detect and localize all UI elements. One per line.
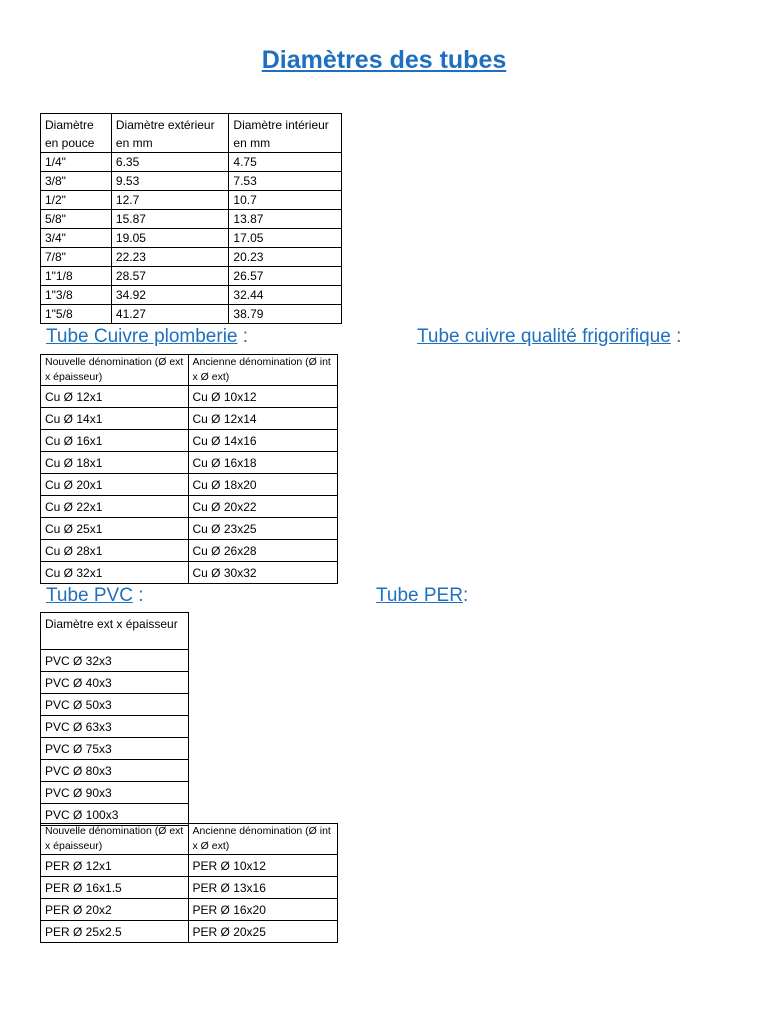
table-cell: 3/8"	[41, 172, 112, 191]
table-row	[41, 267, 342, 286]
table-cell: 6.35	[111, 153, 229, 172]
table-cell: Cu Ø 12x1	[41, 386, 189, 408]
pvc-table	[40, 612, 189, 826]
table-cell: Cu Ø 25x1	[41, 518, 189, 540]
table-row	[41, 716, 189, 738]
table-cell: 5/8"	[41, 210, 112, 229]
table-row	[41, 452, 338, 474]
table-cell: 1"5/8	[41, 305, 112, 324]
table-row	[41, 650, 189, 672]
table-row	[41, 248, 342, 267]
header-cell: Nouvelle dénomination (Ø ext x épaisseur)	[41, 824, 189, 855]
table-header-row	[41, 355, 338, 386]
table-row	[41, 518, 338, 540]
header-cell: Diamètre intérieur en mm	[229, 114, 342, 153]
table-cell: 32.44	[229, 286, 342, 305]
table-cell: Cu Ø 18x20	[188, 474, 338, 496]
table-cell: Cu Ø 22x1	[41, 496, 189, 518]
table-cell: Cu Ø 16x18	[188, 452, 338, 474]
table-cell: Cu Ø 20x1	[41, 474, 189, 496]
table-row	[41, 694, 189, 716]
header-cell: Diamètre en pouce	[41, 114, 112, 153]
table-cell: 1"1/8	[41, 267, 112, 286]
table-row	[41, 738, 189, 760]
table-cell: Cu Ø 26x28	[188, 540, 338, 562]
table-row	[41, 921, 338, 943]
table-cell: 1/4"	[41, 153, 112, 172]
table-cell: Cu Ø 23x25	[188, 518, 338, 540]
table-cell: PVC Ø 50x3	[41, 694, 189, 716]
table-cell: PER Ø 16x20	[188, 899, 337, 921]
table-cell: Cu Ø 20x22	[188, 496, 338, 518]
table-row	[41, 672, 189, 694]
table-cell: 41.27	[111, 305, 229, 324]
table-cell: 34.92	[111, 286, 229, 305]
heading-cuivre-frigorifique: Tube cuivre qualité frigorifique :	[417, 326, 682, 347]
table-row	[41, 172, 342, 191]
diameter-table	[40, 113, 342, 324]
page-title: Diamètres des tubes	[261, 46, 507, 74]
table-header-row	[41, 613, 189, 650]
table-cell: 10.7	[229, 191, 342, 210]
table-row	[41, 877, 338, 899]
heading-pvc: Tube PVC :	[46, 585, 144, 606]
table-row	[41, 286, 342, 305]
table-cell: Cu Ø 10x12	[188, 386, 338, 408]
table-cell: Cu Ø 14x16	[188, 430, 338, 452]
table-cell: 22.23	[111, 248, 229, 267]
header-cell: Ancienne dénomination (Ø int x Ø ext)	[188, 824, 337, 855]
table-cell: 19.05	[111, 229, 229, 248]
table-row	[41, 191, 342, 210]
table-row	[41, 474, 338, 496]
heading-cuivre-plomberie: Tube Cuivre plomberie :	[46, 326, 249, 347]
table-cell: Cu Ø 12x14	[188, 408, 338, 430]
table-cell: 20.23	[229, 248, 342, 267]
table-cell: 13.87	[229, 210, 342, 229]
table-row	[41, 782, 189, 804]
table-cell: Cu Ø 14x1	[41, 408, 189, 430]
table-cell: PER Ø 20x25	[188, 921, 337, 943]
table-cell: 7/8"	[41, 248, 112, 267]
table-cell: 38.79	[229, 305, 342, 324]
table-row	[41, 305, 342, 324]
table-row	[41, 496, 338, 518]
header-cell: Diamètre ext x épaisseur	[41, 613, 189, 650]
table-cell: 12.7	[111, 191, 229, 210]
table-cell: PVC Ø 90x3	[41, 782, 189, 804]
table-cell: PVC Ø 40x3	[41, 672, 189, 694]
table-cell: PVC Ø 63x3	[41, 716, 189, 738]
table-cell: 1"3/8	[41, 286, 112, 305]
table-row	[41, 229, 342, 248]
table-cell: Cu Ø 16x1	[41, 430, 189, 452]
heading-per: Tube PER:	[376, 585, 469, 606]
table-cell: 28.57	[111, 267, 229, 286]
table-cell: PER Ø 25x2.5	[41, 921, 189, 943]
table-cell: PER Ø 13x16	[188, 877, 337, 899]
table-cell: Cu Ø 28x1	[41, 540, 189, 562]
header-cell: Diamètre extérieur en mm	[111, 114, 229, 153]
table-cell: PER Ø 12x1	[41, 855, 189, 877]
table-cell: Cu Ø 18x1	[41, 452, 189, 474]
table-cell: 7.53	[229, 172, 342, 191]
header-cell: Nouvelle dénomination (Ø ext x épaisseur)	[41, 355, 189, 386]
table-header-row	[41, 114, 342, 153]
table-row	[41, 386, 338, 408]
table-cell: Cu Ø 32x1	[41, 562, 189, 584]
table-cell: Cu Ø 30x32	[188, 562, 338, 584]
table-cell: 17.05	[229, 229, 342, 248]
per-table	[40, 823, 338, 943]
table-cell: 1/2"	[41, 191, 112, 210]
table-row	[41, 855, 338, 877]
table-cell: PVC Ø 80x3	[41, 760, 189, 782]
table-cell: PER Ø 10x12	[188, 855, 337, 877]
table-header-row	[41, 824, 338, 855]
table-row	[41, 562, 338, 584]
table-row	[41, 210, 342, 229]
table-cell: 3/4"	[41, 229, 112, 248]
table-cell: 4.75	[229, 153, 342, 172]
header-cell: Ancienne dénomination (Ø int x Ø ext)	[188, 355, 338, 386]
table-row	[41, 430, 338, 452]
cuivre-table	[40, 354, 338, 584]
table-cell: 9.53	[111, 172, 229, 191]
table-cell: 15.87	[111, 210, 229, 229]
table-cell: PER Ø 20x2	[41, 899, 189, 921]
table-row	[41, 899, 338, 921]
table-cell: PVC Ø 100x3	[41, 804, 189, 826]
table-cell: 26.57	[229, 267, 342, 286]
table-cell: PVC Ø 32x3	[41, 650, 189, 672]
table-row	[41, 408, 338, 430]
table-row	[41, 760, 189, 782]
table-row	[41, 153, 342, 172]
table-cell: PVC Ø 75x3	[41, 738, 189, 760]
table-cell: PER Ø 16x1.5	[41, 877, 189, 899]
table-row	[41, 540, 338, 562]
